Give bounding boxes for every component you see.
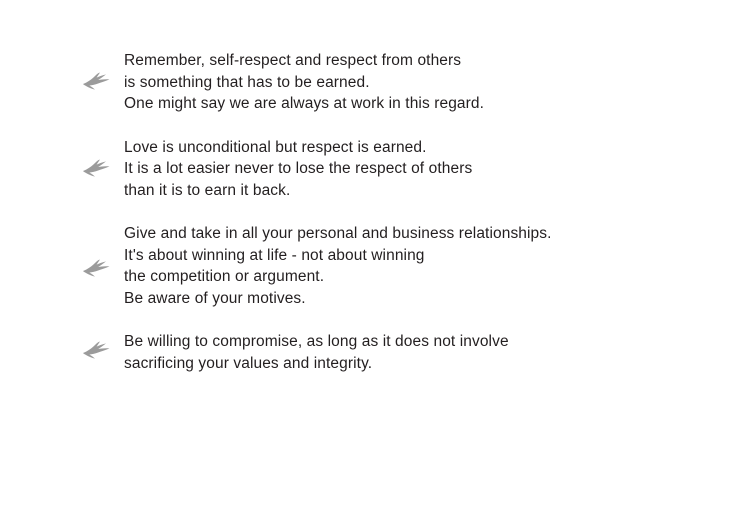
list-item-text — [124, 48, 702, 115]
text-line: than it is to earn it back. — [124, 181, 291, 199]
text-line: It's about winning at life - not about winning — [124, 246, 425, 264]
bullet-list — [82, 48, 702, 394]
list-item — [82, 221, 702, 309]
bird-icon — [82, 70, 112, 92]
list-item-text — [124, 135, 702, 202]
bird-icon — [82, 157, 112, 179]
text-line: is something that has to be earned. — [124, 73, 370, 91]
text-line: Give and take in all your personal and business relationships. — [124, 225, 552, 242]
text-line: Remember, self-respect and respect from others — [124, 52, 462, 69]
bird-icon — [82, 339, 112, 361]
text-line: sacrificing your values and integrity. — [124, 354, 373, 372]
text-line: One might say we are always at work in this regard. — [124, 95, 485, 112]
bird-icon — [82, 257, 112, 279]
list-item — [82, 135, 702, 202]
text-line: Love is unconditional but respect is earned. — [124, 138, 427, 156]
list-item — [82, 329, 702, 374]
text-line: Be aware of your motives. — [124, 289, 306, 307]
text-line: the competition or argument. — [124, 268, 325, 285]
text-line: It is a lot easier never to lose the respect of others — [124, 160, 473, 177]
text-line: Be willing to compromise, as long as it does not involve — [124, 333, 509, 350]
list-item — [82, 48, 702, 115]
list-item-text — [124, 221, 702, 309]
list-item-text — [124, 329, 702, 374]
